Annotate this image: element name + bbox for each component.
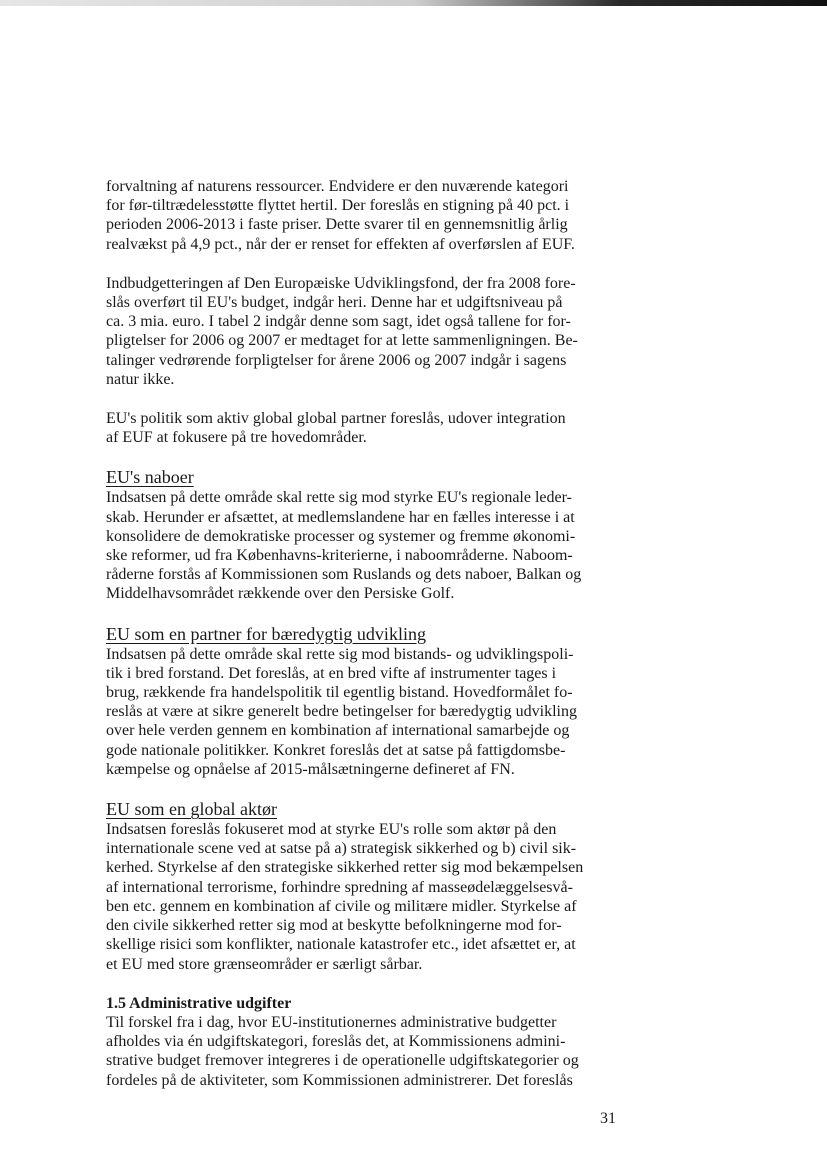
text-line: ske reformer, ud fra Københavns-kriterierne, i naboområderne. Naboom-	[106, 547, 573, 565]
text-line: Indbudgetteringen af Den Europæiske Udviklingsfond, der fra 2008 fore-	[106, 274, 576, 292]
text-line: ben etc. gennem en kombination af civile og militære midler. Styrkelse af	[106, 897, 577, 915]
text-line: natur ikke.	[106, 370, 175, 388]
text-line: konsolidere de demokratiske processer og systemer og fremme økonomi-	[106, 527, 576, 545]
text-line: slås overført til EU's budget, indgår heri. Denne har et udgiftsniveau på	[106, 294, 563, 312]
section-eu-global-aktor	[106, 799, 618, 974]
text-line: tik i bred forstand. Det foreslås, at en bred vifte af instrumenter tages i	[106, 664, 557, 682]
text-line: et EU med store grænseområder er særligt sårbar.	[106, 955, 423, 973]
section-heading: EU som en partner for bæredygtig udvikling	[106, 623, 426, 644]
text-line: kerhed. Styrkelse af den strategiske sikkerhed retter sig mod bekæmpelsen	[106, 859, 584, 877]
text-line: over hele verden gennem en kombination af international samarbejde og	[106, 722, 570, 740]
document-page	[106, 177, 618, 1090]
text-line: for før-tiltrædelesstøtte flyttet hertil. Der foreslås en stigning på 40 pct. i	[106, 197, 570, 215]
page-number: 31	[600, 1110, 616, 1127]
top-edge-rule	[0, 0, 827, 6]
section-eu-partner	[106, 624, 618, 779]
text-line: brug, rækkende fra handelspolitik til egentlig bistand. Hovedformålet fo-	[106, 684, 573, 702]
section-heading: EU's naboer	[106, 467, 194, 488]
text-line: afholdes via én udgiftskategori, foreslås det, at Kommissionens admini-	[106, 1033, 566, 1051]
section-heading-numbered: 1.5 Administrative udgifter	[106, 994, 292, 1012]
text-line: realvækst på 4,9 pct., når der er renset for effekten af overførslen af EUF.	[106, 235, 575, 253]
text-line: reslås at være at sikre generelt bedre betingelser for bæredygtig udvikling	[106, 703, 577, 721]
text-line: den civile sikkerhed retter sig mod at beskytte befolkningerne mod for-	[106, 917, 562, 935]
text-line: pligtelser for 2006 og 2007 er medtaget for at lette sammenligningen. Be-	[106, 332, 578, 350]
text-line: Til forskel fra i dag, hvor EU-institutionernes administrative budgetter	[106, 1013, 557, 1031]
text-line: Indsatsen på dette område skal rette sig mod styrke EU's regionale leder-	[106, 489, 572, 507]
text-line: skab. Herunder er afsættet, at medlemslandene har en fælles interesse i at	[106, 508, 575, 526]
text-line: kæmpelse og opnåelse af 2015-målsætningerne defineret af FN.	[106, 760, 515, 778]
section-eu-naboer	[106, 467, 618, 603]
paragraph-2	[106, 274, 618, 389]
text-line: perioden 2006-2013 i faste priser. Dette svarer til en gennemsnitlig årlig	[106, 216, 568, 234]
text-line: Middelhavsområdet rækkende over den Persiske Golf.	[106, 585, 455, 603]
text-line: EU's politik som aktiv global global partner foreslås, udover integration	[106, 410, 566, 428]
text-line: skellige risici som konflikter, nationale katastrofer etc., idet afsættet er, at	[106, 936, 576, 954]
section-administrative-udgifter	[106, 994, 618, 1090]
paragraph-1	[106, 177, 618, 254]
text-line: af international terrorisme, forhindre spredning af masseødelæggelsesvå-	[106, 878, 573, 896]
text-line: råderne forstås af Kommissionen som Ruslands og dets naboer, Balkan og	[106, 566, 582, 584]
text-line: af EUF at fokusere på tre hovedområder.	[106, 429, 367, 447]
text-line: forvaltning af naturens ressourcer. Endvidere er den nuværende kategori	[106, 178, 569, 195]
paragraph-3	[106, 409, 618, 447]
text-line: strative budget fremover integreres i de operationelle udgiftskategorier og	[106, 1052, 579, 1070]
text-line: ca. 3 mia. euro. I tabel 2 indgår denne som sagt, idet også tallene for for-	[106, 313, 571, 331]
text-line: Indsatsen foreslås fokuseret mod at styrke EU's rolle som aktør på den	[106, 821, 557, 839]
text-line: talinger vedrørende forpligtelser for årene 2006 og 2007 indgår i sagens	[106, 351, 567, 369]
text-line: Indsatsen på dette område skal rette sig mod bistands- og udviklingspoli-	[106, 645, 574, 663]
text-line: fordeles på de aktiviteter, som Kommissionen administrerer. Det foreslås	[106, 1071, 573, 1089]
text-line: gode nationale politikker. Konkret foreslås det at satse på fattigdomsbe-	[106, 741, 566, 759]
text-line: internationale scene ved at satse på a) strategisk sikkerhed og b) civil sik-	[106, 840, 577, 858]
section-heading: EU som en global aktør	[106, 799, 277, 820]
